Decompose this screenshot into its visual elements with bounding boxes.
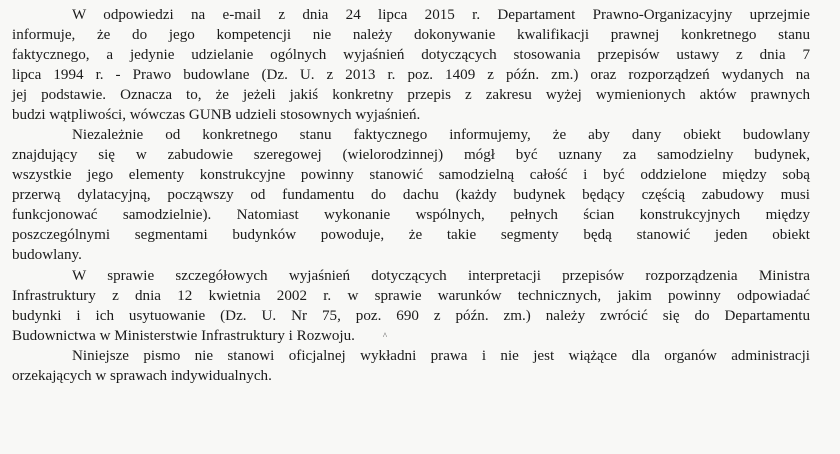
text-line — [12, 327, 810, 347]
letter-body — [12, 6, 810, 387]
text-line: poszczególnymi segmentami budynków powoduje, że takie segmenty będą stanowić jeden obiekt — [12, 226, 810, 243]
paragraph-1 — [12, 6, 810, 125]
text-line: Infrastruktury z dnia 12 kwietnia 2002 r. w sprawie warunków technicznych, jakim powinny odpowiadać — [12, 287, 810, 304]
text-line: orzekających w sprawach indywidualnych. — [12, 368, 272, 385]
text-line: budynki i ich usytuowanie (Dz. U. Nr 75, poz. 690 z późn. zm.) należy zwrócić się do Departamentu — [12, 307, 810, 324]
paragraph-4 — [12, 347, 810, 387]
text-line: jej podstawie. Oznacza to, że jeżeli jakiś konkretny przepis z zakresu wyżej wymienionych aktów prawnych — [12, 86, 810, 103]
paragraph-3 — [12, 267, 810, 347]
text-line: W sprawie szczegółowych wyjaśnień dotyczących interpretacji przepisów rozporządzenia Ministra — [72, 267, 810, 284]
text-line: Niezależnie od konkretnego stanu faktycznego informujemy, że aby dany obiekt budowlany — [72, 127, 810, 144]
text-line: funkcjonować samodzielnie). Natomiast wykonanie wspólnych, pełnych ścian konstrukcyjnych między — [12, 207, 810, 224]
text-line: informuje, że do jego kompetencji nie należy dokonywanie kwalifikacji prawnej konkretnego stanu — [12, 26, 810, 43]
text-line: W odpowiedzi na e-mail z dnia 24 lipca 2015 r. Departament Prawno-Organizacyjny uprzejmie — [72, 7, 810, 23]
text-line: faktycznego, a jedynie udzielanie ogólnych wyjaśnień dotyczących stosowania przepisów ustawy z dnia 7 — [12, 46, 810, 63]
text-line: budowlany. — [12, 246, 82, 263]
text-line: budzi wątpliwości, wówczas GUNB udzieli stosownych wyjaśnień. — [12, 106, 421, 123]
text-line-content: Budownictwa w Ministerstwie Infrastruktury i Rozwoju. — [12, 327, 355, 344]
paragraph-2 — [12, 126, 810, 265]
scan-speck-mark: ^ — [382, 330, 388, 341]
text-line: wszystkie jego elementy konstrukcyjne powinny stanowić samodzielną całość i być oddzielone między sobą — [12, 167, 810, 184]
text-line: lipca 1994 r. - Prawo budowlane (Dz. U. z 2013 r. poz. 1409 z późn. zm.) oraz rozporządzeń wydanych na — [12, 66, 810, 83]
text-line: znajdujący się w zabudowie szeregowej (wielorodzinnej) mógł być uznany za samodzielny budynek, — [12, 147, 810, 164]
text-line: Niniejsze pismo nie stanowi oficjalnej wykładni prawa i nie jest wiążące dla organów administracji — [72, 348, 810, 365]
text-line: przerwą dylatacyjną, począwszy od fundamentu do dachu (każdy budynek będący częścią zabudowy musi — [12, 187, 810, 204]
